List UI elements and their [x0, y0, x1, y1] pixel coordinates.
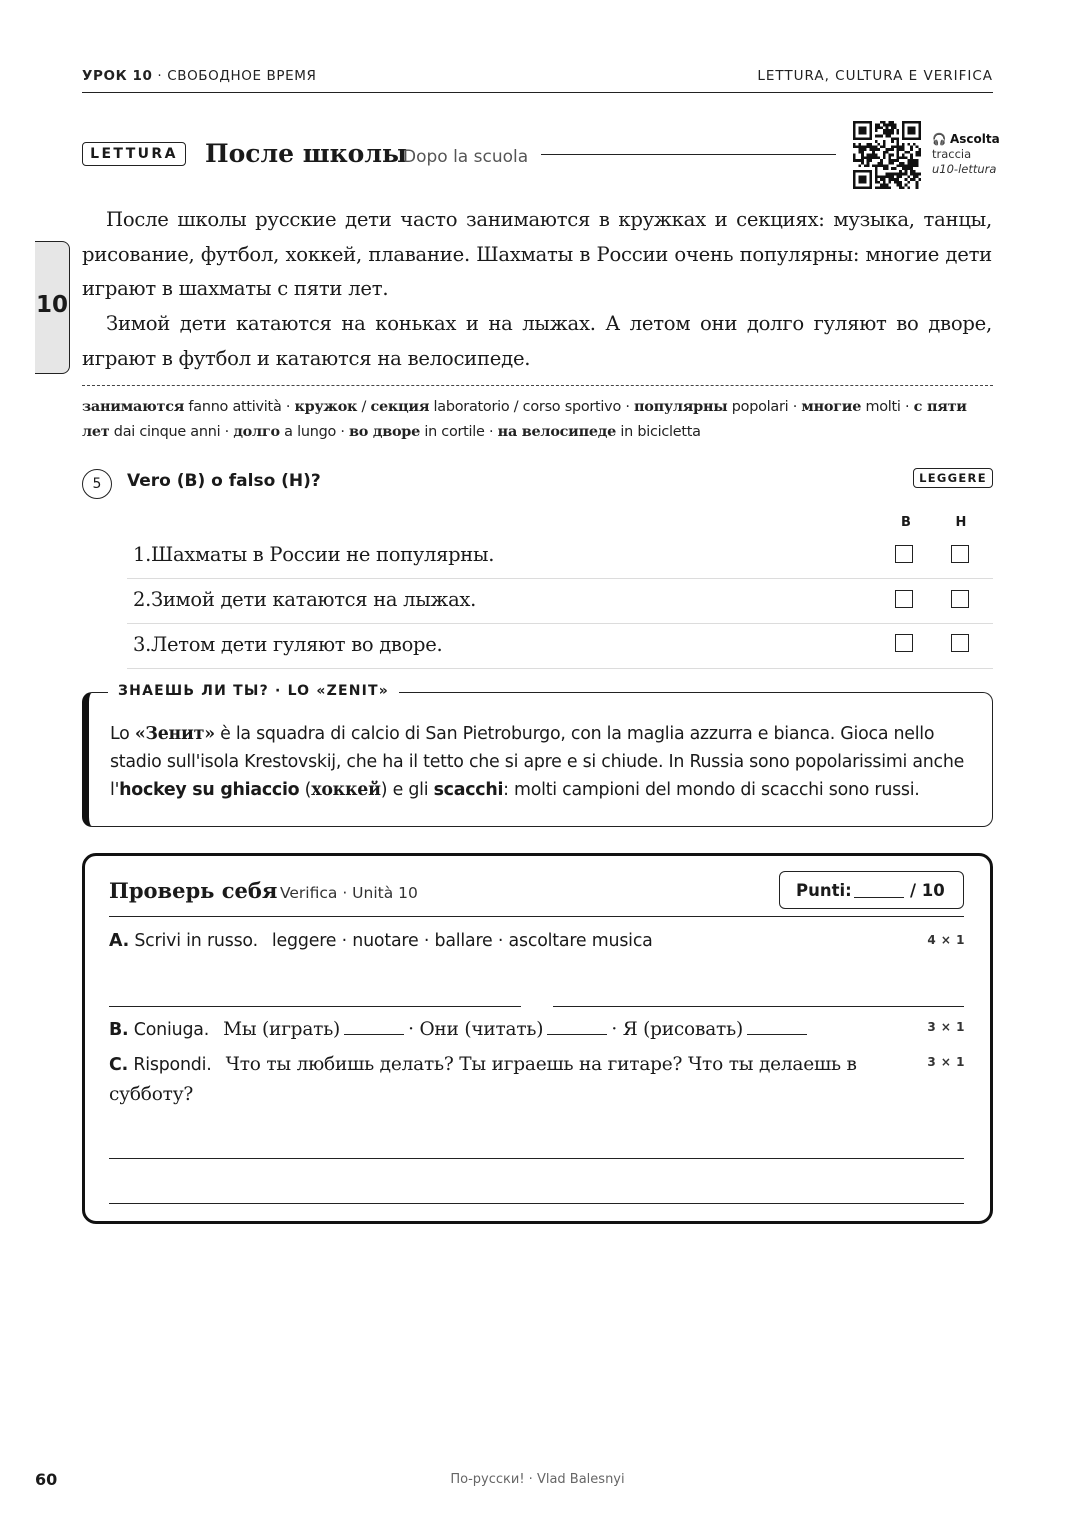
column-false-label: Н — [955, 515, 967, 530]
culture-box-text — [110, 720, 980, 804]
score-label: Punti: — [796, 881, 852, 900]
lesson-topic: · СВОБОДНОЕ ВРЕМЯ — [152, 68, 317, 84]
statement-body: Летом дети гуляют во дворе. — [151, 633, 443, 656]
answer-blank[interactable] — [747, 1018, 807, 1035]
exercise-number: 5 — [82, 469, 112, 499]
score-max: / 10 — [910, 881, 945, 900]
culture-text-run: ) e gli — [380, 780, 434, 800]
glossary-term: на велосипеде — [497, 422, 617, 440]
highlight-term: хоккей — [311, 780, 381, 800]
reading-paragraph-1: После школы русские дети часто занимаются в кружках и секциях: музыка, танцы, рисование, футбол, хоккей, плавание. Шахматы в России очень популярны: многие дети играют в шахматы с пяти лет. — [82, 208, 992, 300]
highlight-term: «Зенит» — [134, 724, 215, 744]
glossary-translation: in bicicletta — [616, 423, 701, 440]
lesson-number: УРОК 10 — [82, 68, 153, 84]
exercise-title: Vero (В) o falso (Н)? — [127, 471, 321, 491]
culture-box-title: ЗНАЕШЬ ЛИ ТЫ? · LO «ZENIT» — [108, 683, 399, 699]
glossary-translation: a lungo — [279, 423, 337, 440]
question-letter: C. — [109, 1055, 128, 1075]
question-c — [109, 1050, 879, 1110]
reading-title: После школы — [205, 139, 408, 168]
glossary-term: занимаются — [82, 398, 185, 415]
running-header-lesson — [82, 68, 317, 84]
true-checkbox[interactable] — [895, 634, 913, 652]
false-checkbox[interactable] — [951, 545, 969, 563]
glossary: занимаются fanno attività · кружок / секция laboratorio / corso sportivo · популярны popolari · многие molti · с пяти лет dai cinque anni · долго a lungo · во дворе in cortile · на велосипеде in bicicletta — [82, 398, 967, 440]
chapter-tab-number: 10 — [35, 292, 68, 318]
question-points: 4 × 1 — [927, 933, 965, 947]
answer-line[interactable] — [109, 1158, 964, 1159]
glossary-term: с пяти лет — [82, 398, 967, 440]
statement-body: Зимой дети катаются на лыжах. — [151, 588, 476, 611]
glossary-term: многие — [801, 398, 862, 415]
glossary-translation: molti — [861, 399, 901, 415]
answer-line[interactable] — [553, 1006, 964, 1007]
glossary-term: во дворе — [349, 422, 421, 440]
lettura-badge: LETTURA — [82, 142, 186, 166]
question-letter: B. — [109, 1020, 129, 1040]
question-letter: A. — [109, 931, 129, 951]
statement-text — [133, 588, 476, 611]
answer-line[interactable] — [109, 1006, 521, 1007]
answer-blank[interactable] — [344, 1018, 404, 1035]
qr-code-icon[interactable] — [853, 121, 921, 189]
verb-prompt: · Я (рисовать) — [611, 1019, 743, 1040]
statement-number: 3. — [133, 633, 152, 656]
glossary-translation: laboratorio / corso sportivo — [429, 399, 622, 415]
glossary-divider — [82, 385, 993, 386]
verb-prompt: · Они (читать) — [408, 1019, 544, 1040]
column-true-label: В — [901, 515, 911, 530]
question-points: 3 × 1 — [927, 1055, 965, 1069]
question-instruction: Coniuga. — [133, 1020, 210, 1040]
running-header-section: LETTURA, CULTURA E VERIFICA — [757, 68, 993, 84]
true-checkbox[interactable] — [895, 590, 913, 608]
glossary-translation: fanno attività — [184, 399, 282, 415]
answer-blank[interactable] — [547, 1018, 607, 1035]
glossary-term: популярны — [634, 398, 728, 415]
footer-credit: По-русски! · Vlad Balesnyi — [450, 1472, 625, 1487]
audio-line2: traccia — [932, 147, 972, 161]
verb-prompt: Мы (играть) — [223, 1019, 341, 1040]
statement-row — [127, 534, 993, 579]
false-checkbox[interactable] — [951, 590, 969, 608]
culture-text-run: è la squadra di calcio di San Pietroburgo, con la maglia azzurra e bianca. Gioca nello stadio sull'isola Krestovskij, che ha il tetto che si apre e si chiude. In Russia sono popolarissimi anche l' — [110, 724, 965, 800]
header-divider — [82, 92, 993, 93]
score-blank[interactable] — [854, 897, 904, 898]
self-check-title: Проверь себя — [109, 878, 278, 903]
glossary-term: секция — [370, 398, 430, 415]
question-instruction: Scrivi in russo. — [134, 931, 258, 951]
true-checkbox[interactable] — [895, 545, 913, 563]
audio-link[interactable] — [932, 132, 1000, 177]
statement-text — [133, 543, 494, 566]
statement-number: 1. — [133, 543, 152, 566]
headphones-icon: 🎧 — [932, 132, 947, 146]
statement-row — [127, 624, 993, 669]
glossary-translation: popolari — [727, 399, 789, 415]
culture-text-run: ( — [299, 780, 312, 800]
question-instruction: Rispondi. — [133, 1055, 212, 1075]
glossary-term: долго — [233, 422, 280, 440]
statement-number: 2. — [133, 588, 152, 611]
culture-text-run: Lo — [110, 724, 135, 744]
question-a — [109, 931, 653, 951]
false-checkbox[interactable] — [951, 634, 969, 652]
glossary-translation: in cortile — [420, 423, 485, 440]
glossary-term: кружок — [294, 398, 358, 415]
leggere-badge: LEGGERE — [913, 468, 993, 488]
statement-row — [127, 579, 993, 624]
self-check-divider — [109, 916, 964, 917]
self-check-subtitle: Verifica · Unità 10 — [280, 884, 418, 902]
question-prompts: Что ты любишь делать? Ты играешь на гитаре? Что ты делаешь в субботу? — [109, 1054, 857, 1105]
page-number: 60 — [35, 1470, 58, 1489]
statement-text — [133, 633, 442, 656]
title-divider — [541, 154, 836, 155]
question-points: 3 × 1 — [927, 1020, 965, 1034]
question-b — [109, 1018, 811, 1040]
audio-label: Ascolta — [949, 132, 1000, 146]
question-items: leggere · nuotare · ballare · ascoltare musica — [271, 931, 653, 951]
audio-track: u10-lettura — [932, 162, 997, 176]
highlight-term: hockey su ghiaccio — [119, 780, 300, 800]
reading-paragraph-2: Зимой дети катаются на коньках и на лыжах. А летом они долго гуляют во дворе, играют в футбол и катаются на велосипеде. — [82, 312, 992, 370]
glossary-translation: dai cinque anni — [109, 423, 221, 440]
answer-line[interactable] — [109, 1203, 964, 1204]
reading-subtitle: Dopo la scuola — [403, 147, 529, 167]
culture-text-run: : molti campioni del mondo di scacchi sono russi. — [503, 780, 920, 800]
highlight-term: scacchi — [433, 780, 504, 800]
statement-body: Шахматы в России не популярны. — [151, 543, 495, 566]
